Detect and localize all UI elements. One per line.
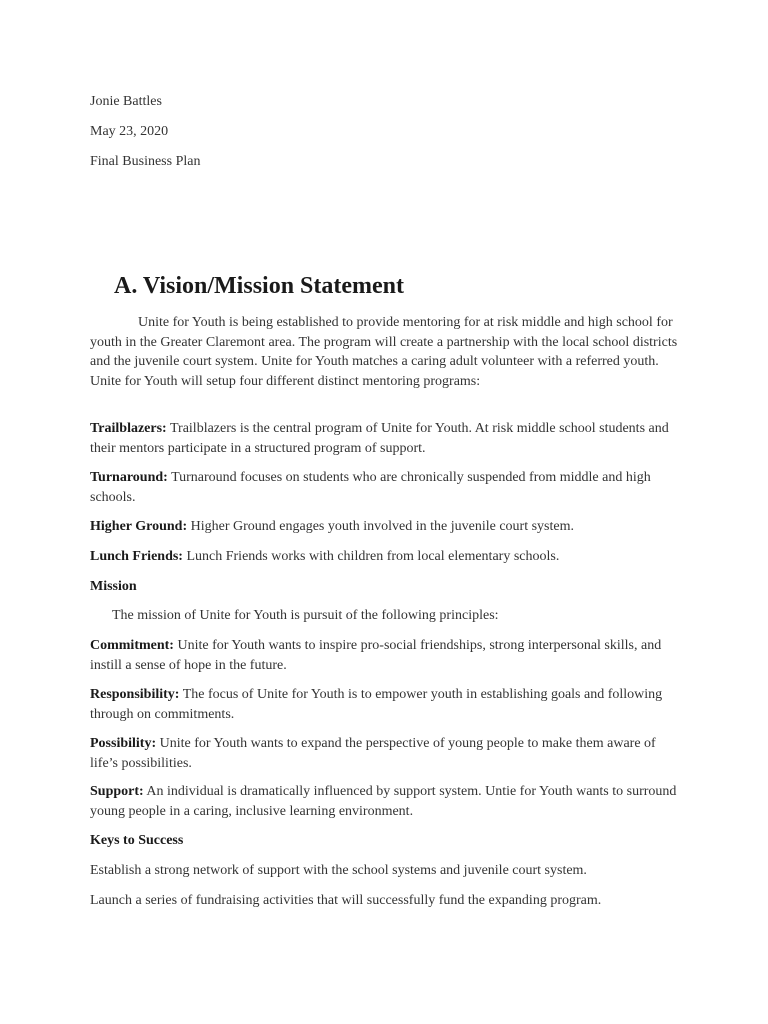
principle-commitment — [90, 636, 680, 675]
program-label: Higher Ground: — [90, 519, 188, 534]
program-text: Higher Ground engages youth involved in the juvenile court system. — [190, 519, 574, 534]
keys-item: Launch a series of fundraising activities that will successfully fund the expanding program. — [90, 893, 602, 908]
principle-label: Commitment: — [90, 638, 174, 653]
mission-intro: The mission of Unite for Youth is pursuit of the following principles: — [112, 608, 499, 623]
principle-text: The focus of Unite for Youth is to empower youth in establishing goals and following through on commitments. — [90, 687, 663, 722]
principle-text: Unite for Youth wants to inspire pro-social friendships, strong interpersonal skills, and instill a sense of hope in the future. — [90, 638, 662, 673]
program-text: Lunch Friends works with children from local elementary schools. — [186, 549, 560, 564]
program-higher-ground — [90, 517, 680, 537]
principle-label: Possibility: — [90, 736, 157, 751]
intro-paragraph: Unite for Youth is being established to provide mentoring for at risk middle and high school for youth in the Greater Claremont area. The program will create a partnership with the local school districts and the juvenile court system. Unite for Youth matches a caring adult volunteer with a referred youth. Unite for Youth will setup four different distinct mentoring programs: — [90, 315, 678, 389]
principle-support — [90, 782, 680, 821]
keys-heading: Keys to Success — [90, 833, 184, 848]
principle-label: Support: — [90, 784, 144, 799]
principle-text: Unite for Youth wants to expand the perspective of young people to make them aware of life’s possibilities. — [90, 736, 656, 771]
section-heading: A. Vision/Mission Statement — [114, 273, 405, 299]
document-title: Final Business Plan — [90, 154, 201, 169]
program-text: Trailblazers is the central program of Unite for Youth. At risk middle school students and their mentors participate in a structured program of support. — [90, 421, 669, 456]
mission-heading: Mission — [90, 579, 137, 594]
principle-responsibility — [90, 685, 680, 724]
program-trailblazers — [90, 419, 680, 458]
author-name: Jonie Battles — [90, 94, 162, 109]
program-lunch-friends — [90, 547, 680, 567]
principle-label: Responsibility: — [90, 687, 180, 702]
program-label: Trailblazers: — [90, 421, 167, 436]
program-label: Turnaround: — [90, 470, 168, 485]
program-text: Turnaround focuses on students who are chronically suspended from middle and high schools. — [90, 470, 651, 505]
principle-possibility — [90, 734, 680, 773]
program-turnaround — [90, 468, 680, 507]
keys-item: Establish a strong network of support with the school systems and juvenile court system. — [90, 863, 587, 878]
document-date: May 23, 2020 — [90, 124, 169, 139]
program-label: Lunch Friends: — [90, 549, 183, 564]
principle-text: An individual is dramatically influenced by support system. Untie for Youth wants to surround young people in a caring, inclusive learning environment. — [90, 784, 677, 819]
